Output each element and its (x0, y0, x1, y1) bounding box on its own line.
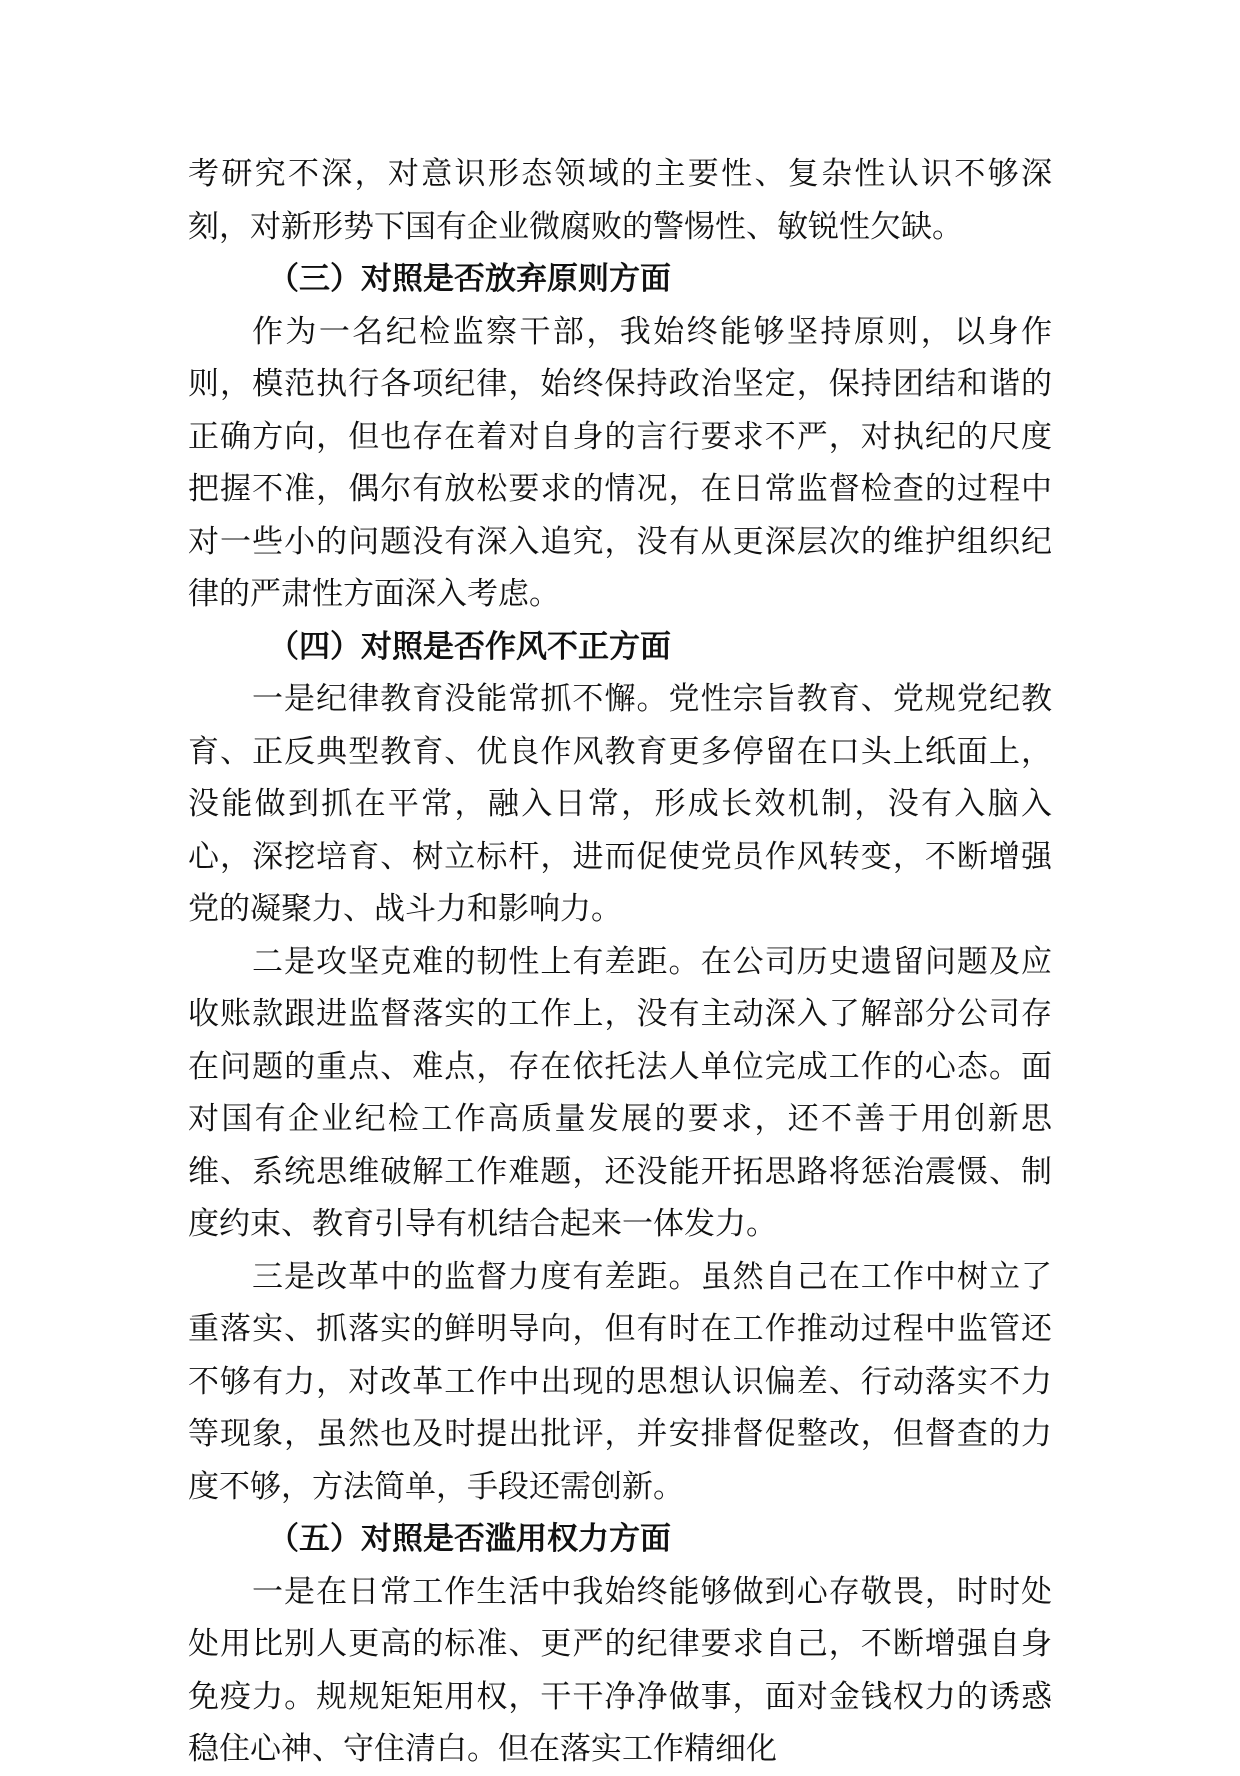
paragraph-section-3: 作为一名纪检监察干部，我始终能够坚持原则，以身作则，模范执行各项纪律，始终保持政治坚定，保持团结和谐的正确方向，但也存在着对自身的言行要求不严，对执纪的尺度把握不准，偶尔有放松要求的情况，在日常监督检查的过程中对一些小的问题没有深入追究，没有从更深层次的维护组织纪律的严肃性方面深入考虑。 (188, 313, 1052, 612)
section-heading-4: （四）对照是否作风不正方面 (268, 628, 671, 665)
paragraph-section-5-item-1: 一是在日常工作生活中我始终能够做到心存敬畏，时时处处用比别人更高的标准、更严的纪律要求自己，不断增强自身免疫力。规规矩矩用权，干干净净做事，面对金钱权力的诱惑稳住心神、守住清白。但在落实工作精细化 (188, 1573, 1052, 1767)
paragraph-continued: 考研究不深，对意识形态领域的主要性、复杂性认识不够深刻，对新形势下国有企业微腐败的警惕性、敏锐性欠缺。 (188, 156, 1052, 245)
paragraph-section-4-item-2: 二是攻坚克难的韧性上有差距。在公司历史遗留问题及应收账款跟进监督落实的工作上，没有主动深入了解部分公司存在问题的重点、难点，存在依托法人单位完成工作的心态。面对国有企业纪检工作高质量发展的要求，还不善于用创新思维、系统思维破解工作难题，还没能开拓思路将惩治震慑、制度约束、教育引导有机结合起来一体发力。 (188, 943, 1052, 1242)
paragraph-section-4-item-1: 一是纪律教育没能常抓不懈。党性宗旨教育、党规党纪教育、正反典型教育、优良作风教育更多停留在口头上纸面上，没能做到抓在平常，融入日常，形成长效机制，没有入脑入心，深挖培育、树立标杆，进而促使党员作风转变，不断增强党的凝聚力、战斗力和影响力。 (188, 681, 1052, 927)
paragraph-section-4-item-3: 三是改革中的监督力度有差距。虽然自己在工作中树立了重落实、抓落实的鲜明导向，但有时在工作推动过程中监管还不够有力，对改革工作中出现的思想认识偏差、行动落实不力等现象，虽然也及时提出批评，并安排督促整改，但督查的力度不够，方法简单，手段还需创新。 (188, 1258, 1052, 1505)
document-body (188, 148, 1052, 1776)
section-heading-5: （五）对照是否滥用权力方面 (268, 1521, 671, 1557)
section-heading-3: （三）对照是否放弃原则方面 (268, 261, 671, 297)
